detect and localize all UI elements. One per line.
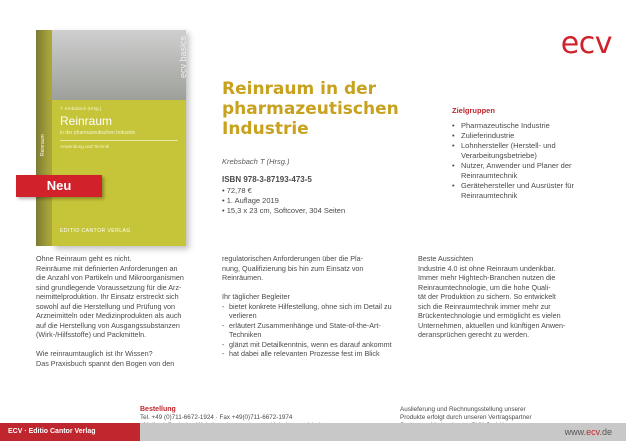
col3-paragraph: Industrie 4.0 ist ohne Reinraum undenkbar. Immer mehr Hightech-Branchen nutzen die Reinraumtechnologie, um die hohe Quali- tät der Produktion zu sichern. So entwickelt sich die Reinraumtechnik immer mehr zur Brückentechnologie und ermöglicht es vielen Unternehmen, aktuellen und künftigen Anwen- deransprüchen gerecht zu werden. — [418, 263, 566, 339]
web-suffix: .de — [599, 427, 612, 437]
col1-paragraph-2: Das Praxisbuch spannt den Bogen von den — [36, 358, 175, 368]
body-column-1 — [36, 254, 206, 378]
website-link[interactable] — [565, 423, 612, 441]
cover-series: ecv basics — [178, 36, 188, 79]
col1-question: Wie reinraumtauglich ist Ihr Wissen? — [36, 349, 153, 358]
fact-price: • 72,78 € — [222, 186, 345, 196]
cover-publisher: EDITIO CANTOR VERLAG — [60, 228, 131, 234]
book-front — [52, 30, 186, 246]
col2-heading: Ihr täglicher Begleiter — [222, 292, 290, 301]
col1-lead: Ohne Reinraum geht es nicht. — [36, 254, 132, 263]
product-title: Reinraum in der pharmazeutischen Industrie — [222, 79, 399, 139]
book-spine — [32, 30, 52, 246]
order-heading: Bestellung — [140, 406, 176, 413]
product-facts — [222, 186, 345, 216]
col1-paragraph: Reinräume mit definierten Anforderungen an die Anzahl von Partikeln und Mikroorganismen sind grundlegende Voraussetzung für die Arz- neimittelproduktion. Ihr Einsatz erstreckt sich sowohl auf die Herstellung und Prüfung von Arzneimitteln oder Medizinprodukten als auch auf die Herstellung von Ausgangssubstanzen (Wirk-/Hilfsstoffe) und Packmitteln. — [36, 263, 184, 339]
product-editor: Krebsbach T (Hrsg.) — [222, 157, 290, 166]
spine-logo: ecv — [32, 206, 38, 216]
cover-tagline: Anwendung und Technik — [60, 144, 109, 149]
footer-publisher-label: ECV · Editio Cantor Verlag — [0, 423, 140, 441]
cover-rule — [60, 140, 178, 141]
body-column-2 — [222, 254, 392, 359]
list-item: - bietet konkrete Hilfestellung, ohne sich im Detail zu verlieren — [222, 302, 392, 321]
list-item: • Pharmazeutische Industrie — [452, 121, 622, 131]
col2-paragraph: regulatorischen Anforderungen über die Pla- nung, Qualifizierung bis hin zum Einsatz von Reinräumen. — [222, 254, 364, 282]
list-item: • Lohnhersteller (Herstell- und Verarbeitungsbetriebe) — [452, 141, 622, 161]
delivery-line: Auslieferung und Rechnungsstellung unserer — [400, 406, 526, 413]
cover-top-band — [52, 30, 186, 100]
cover-subtitle: in der pharmazeutischen Industrie — [60, 130, 136, 136]
cover-title: Reinraum — [60, 114, 113, 128]
zielgruppen-heading: Zielgruppen — [452, 106, 495, 115]
fact-edition: • 1. Auflage 2019 — [222, 196, 345, 206]
list-item: • Gerätehersteller und Ausrüster für Reinraumtechnik — [452, 181, 622, 201]
list-item: - glänzt mit Detailkenntnis, wenn es darauf ankommt — [222, 340, 392, 350]
web-brand: ecv — [586, 427, 600, 437]
list-item: • Zulieferindustrie — [452, 131, 622, 141]
web-prefix: www. — [564, 427, 587, 437]
fact-format: • 15,3 x 23 cm, Softcover, 304 Seiten — [222, 206, 345, 216]
list-item: - hat dabei alle relevanten Prozesse fest im Blick — [222, 349, 392, 359]
product-isbn: ISBN 978-3-87193-473-5 — [222, 175, 312, 184]
book-cover — [32, 30, 188, 246]
new-badge: Neu — [16, 175, 102, 197]
col3-heading: Beste Aussichten — [418, 254, 474, 263]
spine-title: Reinraum — [40, 134, 46, 156]
body-column-3 — [418, 254, 598, 349]
col2-list — [222, 302, 392, 359]
delivery-line: Produkte erfolgt durch unseren Vertragspartner — [400, 414, 532, 421]
zielgruppen-list — [452, 121, 622, 201]
list-item: • Nutzer, Anwender und Planer der Reinraumtechnik — [452, 161, 622, 181]
list-item: - erläutert Zusammenhänge und State-of-the-Art-Techniken — [222, 321, 392, 340]
ecv-logo: ecv — [560, 26, 612, 61]
cover-editor: T. Krebsbach (Hrsg.) — [60, 106, 102, 111]
order-phone: Tel. +49 (0)711-6672-1924 · Fax +49(0)711-6672-1974 — [140, 414, 293, 421]
